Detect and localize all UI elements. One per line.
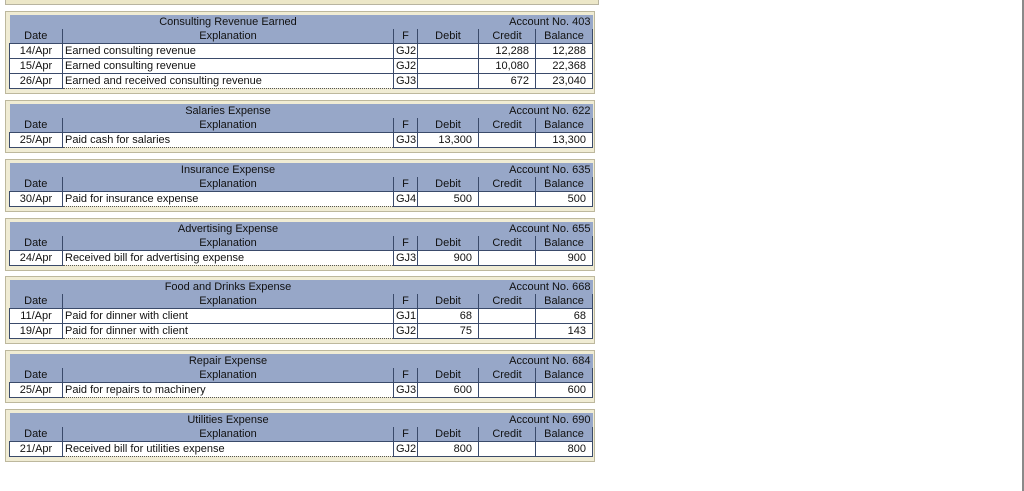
col-balance: Balance	[536, 368, 593, 383]
col-date: Date	[10, 427, 63, 442]
col-credit: Credit	[479, 29, 536, 44]
col-balance: Balance	[536, 427, 593, 442]
col-folio: F	[394, 29, 418, 44]
row-date: 26/Apr	[10, 74, 63, 89]
account-number: Account No. 690	[479, 413, 593, 427]
row-debit: 500	[418, 192, 479, 207]
col-balance: Balance	[536, 236, 593, 251]
col-debit: Debit	[418, 294, 479, 309]
col-folio: F	[394, 118, 418, 133]
row-balance: 800	[536, 442, 593, 457]
ledger-table	[9, 413, 593, 457]
row-explanation: Paid for insurance expense	[63, 192, 394, 207]
table-row	[10, 44, 593, 59]
row-explanation: Earned and received consulting revenue	[63, 74, 394, 89]
col-folio: F	[394, 177, 418, 192]
row-explanation: Paid cash for salaries	[63, 133, 394, 148]
row-date: 25/Apr	[10, 133, 63, 148]
col-folio: F	[394, 368, 418, 383]
row-credit	[479, 442, 536, 457]
row-balance: 68	[536, 309, 593, 324]
row-credit	[479, 251, 536, 266]
row-credit	[479, 133, 536, 148]
col-explanation: Explanation	[63, 177, 394, 192]
row-date: 14/Apr	[10, 44, 63, 59]
row-debit: 68	[418, 309, 479, 324]
row-date: 24/Apr	[10, 251, 63, 266]
col-credit: Credit	[479, 236, 536, 251]
account-number: Account No. 635	[479, 163, 593, 177]
col-explanation: Explanation	[63, 294, 394, 309]
row-explanation: Earned consulting revenue	[63, 44, 394, 59]
col-folio: F	[394, 236, 418, 251]
account-number: Account No. 655	[479, 222, 593, 236]
table-row	[10, 383, 593, 398]
account-title: Salaries Expense	[63, 104, 394, 118]
ledger-food-drinks-expense	[5, 276, 595, 344]
row-credit: 672	[479, 74, 536, 89]
col-balance: Balance	[536, 29, 593, 44]
col-date: Date	[10, 294, 63, 309]
account-title: Food and Drinks Expense	[63, 280, 394, 294]
col-credit: Credit	[479, 118, 536, 133]
col-balance: Balance	[536, 294, 593, 309]
row-folio: GJ3	[394, 74, 418, 89]
row-date: 21/Apr	[10, 442, 63, 457]
row-balance: 23,040	[536, 74, 593, 89]
row-debit	[418, 44, 479, 59]
col-credit: Credit	[479, 427, 536, 442]
account-title: Insurance Expense	[63, 163, 394, 177]
account-title: Utilities Expense	[63, 413, 394, 427]
ledger-table	[9, 222, 593, 266]
ledger-advertising-expense	[5, 218, 595, 271]
account-title: Consulting Revenue Earned	[63, 15, 394, 29]
col-date: Date	[10, 368, 63, 383]
row-date: 30/Apr	[10, 192, 63, 207]
col-explanation: Explanation	[63, 236, 394, 251]
row-credit: 12,288	[479, 44, 536, 59]
row-explanation: Paid for dinner with client	[63, 324, 394, 339]
account-number: Account No. 668	[479, 280, 593, 294]
ledger-table	[9, 280, 593, 339]
row-credit	[479, 324, 536, 339]
table-row	[10, 74, 593, 89]
col-balance: Balance	[536, 118, 593, 133]
ledger-repair-expense	[5, 350, 595, 403]
row-debit: 75	[418, 324, 479, 339]
account-number: Account No. 622	[479, 104, 593, 118]
col-date: Date	[10, 236, 63, 251]
row-balance: 12,288	[536, 44, 593, 59]
ledger-consulting-revenue	[5, 11, 595, 94]
col-credit: Credit	[479, 368, 536, 383]
col-date: Date	[10, 118, 63, 133]
table-row	[10, 442, 593, 457]
row-date: 15/Apr	[10, 59, 63, 74]
table-row	[10, 324, 593, 339]
ledger-table	[9, 163, 593, 207]
row-explanation: Earned consulting revenue	[63, 59, 394, 74]
row-debit: 600	[418, 383, 479, 398]
row-folio: GJ2	[394, 44, 418, 59]
row-folio: GJ1	[394, 309, 418, 324]
col-explanation: Explanation	[63, 118, 394, 133]
col-debit: Debit	[418, 29, 479, 44]
col-debit: Debit	[418, 427, 479, 442]
row-explanation: Paid for repairs to machinery	[63, 383, 394, 398]
row-balance: 900	[536, 251, 593, 266]
col-explanation: Explanation	[63, 29, 394, 44]
row-folio: GJ2	[394, 324, 418, 339]
row-folio: GJ2	[394, 59, 418, 74]
ledger-table	[9, 15, 593, 89]
row-balance: 22,368	[536, 59, 593, 74]
ledger-table	[9, 104, 593, 148]
row-folio: GJ3	[394, 133, 418, 148]
account-title: Repair Expense	[63, 354, 394, 368]
row-balance: 600	[536, 383, 593, 398]
ledger-insurance-expense	[5, 159, 595, 212]
row-folio: GJ3	[394, 383, 418, 398]
col-balance: Balance	[536, 177, 593, 192]
col-credit: Credit	[479, 294, 536, 309]
row-credit	[479, 383, 536, 398]
col-debit: Debit	[418, 118, 479, 133]
ledger-table	[9, 354, 593, 398]
row-debit	[418, 74, 479, 89]
ledger-salaries-expense	[5, 100, 595, 153]
col-explanation: Explanation	[63, 368, 394, 383]
row-credit	[479, 192, 536, 207]
row-balance: 143	[536, 324, 593, 339]
row-date: 11/Apr	[10, 309, 63, 324]
row-folio: GJ4	[394, 192, 418, 207]
row-debit: 900	[418, 251, 479, 266]
row-credit	[479, 309, 536, 324]
col-date: Date	[10, 177, 63, 192]
row-explanation: Received bill for utilities expense	[63, 442, 394, 457]
row-explanation: Paid for dinner with client	[63, 309, 394, 324]
row-balance: 13,300	[536, 133, 593, 148]
row-debit: 13,300	[418, 133, 479, 148]
col-credit: Credit	[479, 177, 536, 192]
col-folio: F	[394, 427, 418, 442]
account-number: Account No. 403	[479, 15, 593, 29]
table-row	[10, 251, 593, 266]
ledger-utilities-expense	[5, 409, 595, 462]
col-debit: Debit	[418, 236, 479, 251]
col-date: Date	[10, 29, 63, 44]
table-row	[10, 59, 593, 74]
row-explanation: Received bill for advertising expense	[63, 251, 394, 266]
row-debit	[418, 59, 479, 74]
account-title: Advertising Expense	[63, 222, 394, 236]
row-folio: GJ2	[394, 442, 418, 457]
col-debit: Debit	[418, 368, 479, 383]
table-row	[10, 309, 593, 324]
row-date: 19/Apr	[10, 324, 63, 339]
table-row	[10, 192, 593, 207]
col-explanation: Explanation	[63, 427, 394, 442]
table-row	[10, 133, 593, 148]
top-scroll-edge	[5, 0, 599, 5]
row-folio: GJ3	[394, 251, 418, 266]
col-debit: Debit	[418, 177, 479, 192]
row-debit: 800	[418, 442, 479, 457]
col-folio: F	[394, 294, 418, 309]
row-date: 25/Apr	[10, 383, 63, 398]
row-balance: 500	[536, 192, 593, 207]
account-number: Account No. 684	[479, 354, 593, 368]
row-credit: 10,080	[479, 59, 536, 74]
